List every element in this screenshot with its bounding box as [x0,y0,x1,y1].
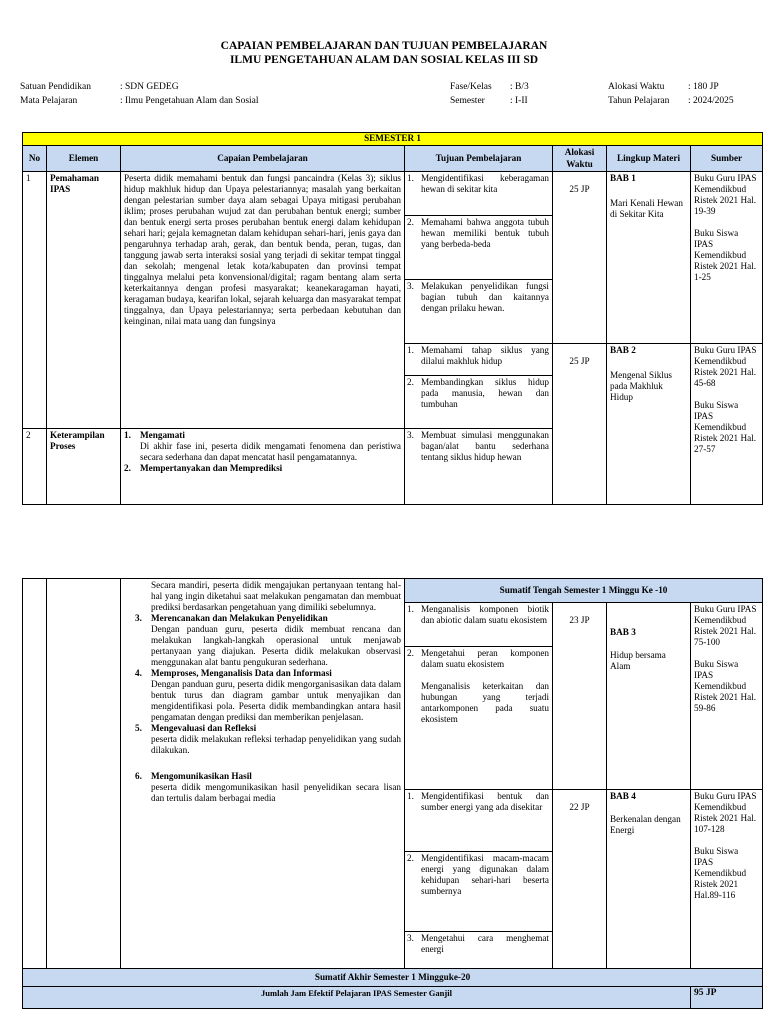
satuan-value: : SDN GEDEG [120,82,179,92]
mapel-value: : Ilmu Pengetahuan Alam dan Sosial [120,96,259,106]
bab3-lingkup [607,603,691,790]
alokasi-value: : 180 JP [688,82,719,92]
row2-capaian-cont [121,579,405,969]
sumatif-tengah: Sumatif Tengah Semester 1 Minggu Ke -10 [405,579,763,603]
tujuan-bab1 [405,172,553,344]
step-heading: 5. Mengevaluasi dan Refleksi [135,723,257,734]
step-description: Secara mandiri, peserta didik mengajukan pertanyaan tentang hal-hal yang ingin diketahui saat melakukan pengamatan dan membuat prediksi berdasarkan pengetahuan yang dimiliki sebelumnya. [151,580,401,613]
header-capaian: Capaian Pembelajaran [121,146,405,172]
cp-table-page2 [22,578,763,1009]
tujuan-bab4 [405,790,553,969]
tujuan-item: 3. Melakukan penyelidikan fungsi bagian tubuh dan kaitannya dengan prilaku hewan. [407,281,549,314]
jumlah-value: 95 JP [691,987,763,1009]
bab4-title: BAB 4 [610,791,636,801]
tujuan-item: 3. Mengetahui cara menghemat energi [407,933,549,955]
bab4-sumber: Buku Guru IPAS Kemendikbud Ristek 2021 Hal. 107-128 Buku Siswa IPAS Kemendikbud Ristek 2021 Hal.89-116 [691,790,763,969]
row1-no: 1 [23,172,47,429]
step-description: Dengan panduan guru, peserta didik membuat rencana dan melakukan langkah-langkah operasional untuk menjawab pertanyaan yang diajukan. Peserta didik melakukan observasi menggunakan alat bantu pengukuran sederhana. [151,624,401,668]
tujuan-item: 1. Memahami tahap siklus yang dilalui makhluk hidup [405,344,552,376]
step-heading: 3. Merencanakan dan Melakukan Penyelidikan [135,613,328,624]
bab2-lingkup [607,344,691,505]
document-subtitle: ILMU PENGETAHUAN ALAM DAN SOSIAL KELAS III SD [229,54,539,66]
header-tujuan: Tujuan Pembelajaran [405,146,553,172]
tujuan-item: 1. Menganalisis komponen biotik dan abiotic dalam suatu ekosistem [405,603,552,647]
jumlah-label: Jumlah Jam Efektif Pelajaran IPAS Semester Ganjil [23,987,691,1009]
alokasi-label: Alokasi Waktu [608,82,665,92]
semester-label: Semester [450,96,485,106]
tujuan-item: 2. Memahami bahwa anggota tubuh hewan memiliki bentuk tubuh yang berbeda-beda [405,216,552,280]
tujuan-item: 3. Membuat simulasi menggunakan bagan/alat bantu sederhana tentang siklus hidup hewan [407,430,549,463]
bab1-lingkup [607,172,691,344]
header-no: No [23,146,47,172]
bab1-judul: Mari Kenali Hewan di Sekitar Kita [610,198,683,220]
step-description: Di akhir fase ini, peserta didik mengamati fenomena dan peristiwa secara sederhana dan dapat mencatat hasil pengamatannya. [140,441,401,463]
satuan-label: Satuan Pendidikan [20,82,91,92]
bab1-sumber: Buku Guru IPAS Kemendikbud Ristek 2021 Hal. 19-39 Buku Siswa IPAS Kemendikbud Ristek 2021 Hal. 1-25 [691,172,763,344]
bab4-lingkup [607,790,691,969]
bab1-jp: 25 JP [553,172,607,344]
tujuan-bab3 [405,603,553,790]
semester-banner: SEMESTER 1 [23,133,763,146]
header-sumber: Sumber [691,146,763,172]
bab2-jp: 25 JP [553,344,607,505]
tahun-value: : 2024/2025 [688,96,734,106]
tujuan-item: 1. Mengidentifikasi bentuk dan sumber energi yang ada disekitar [405,790,552,852]
step-heading: 6. Mengomunikasikan Hasil [135,770,252,781]
row2-no: 2 [23,429,47,505]
header-lingkup: Lingkup Materi [607,146,691,172]
fase-label: Fase/Kelas [450,82,492,92]
row2-elemen-cont [47,579,121,969]
step-description: Dengan panduan guru, peserta didik mengorganisasikan data dalam bentuk turus dan diagram gambar untuk menyajikan dan mengidentifikasi pola. Peserta didik membandingkan antara hasil pengamatan dengan prediksi dan memberikan penjelasan. [151,679,401,723]
tujuan-item: 2. Mengetahui peran komponen dalam suatu ekosistem Menganalisis keterkaitan dan hubungan yang terjadi antarkomponen pada suatu ekosistem [407,648,549,725]
bab3-jp: 23 JP [553,603,607,790]
semester-value: : I-II [510,96,528,106]
bab4-jp: 22 JP [553,790,607,969]
bab3-title: BAB 3 [610,627,636,637]
row2-no-cont [23,579,47,969]
row1-capaian: Peserta didik memahami bentuk dan fungsi pancaindra (Kelas 3); siklus hidup makhluk hidup dan Upaya pelestariannya; masalah yang berkaitan dengan pelestarian sumber daya alam sebagai Upaya mitigasi perubahan iklim; proses perubahan wujud zat dan perubahan bentuk energi; sumber dan bentuk energi serta proses perubahan bentuk energi dalam kehidupan sehari hari; gejala kemagnetan dalam kehidupan sehari-hari, jenis gaya dan pengaruhnya terhadap arah, gerak, dan bentuk benda, peran, tugas, dan tanggung jawab serta interaksi sosial yang terjadi di sekitar tempat tinggal dan sekolah; mengenal letak kota/kabupaten dan provinsi tempat tinggalnya melalui peta konvensional/digital; ragam bentang alam serta keterkaitannya dengan profesi masyarakat; keanekaragaman hayati, keragaman budaya, kearifan lokal, sejarah keluarga dan masyarakat tempat tinggalnya, dan Upaya pelestariannya; serta perbedaan kebutuhan dan keinginan, nilai mata uang dan fungsinya [121,172,405,429]
bab4-judul: Berkenalan dengan Energi [610,814,681,836]
step-description: peserta didik mengomunikasikan hasil penyelidikan secara lisan dan tertulis dalam berbagai media [151,781,401,803]
tujuan-item: 1. Mengidentifikasi keberagaman hewan di sekitar kita [405,172,552,216]
tahun-label: Tahun Pelajaran [608,96,670,106]
bab1-title: BAB 1 [610,173,636,183]
bab2-sumber: Buku Guru IPAS Kemendikbud Ristek 2021 Hal. 45-68 Buku Siswa IPAS Kemendikbud Ristek 2021 Hal. 27-57 [691,344,763,505]
sumatif-akhir: Sumatif Akhir Semester 1 Mingguke-20 [23,969,763,987]
row2-capaian [121,429,405,505]
step-description: peserta didik melakukan refleksi terhadap penyelidikan yang sudah dilakukan. [151,734,401,756]
tujuan-bab2-cont [405,429,553,505]
row2-elemen: Keterampilan Proses [47,429,121,505]
header-elemen: Elemen [47,146,121,172]
bab2-judul: Mengenal Siklus pada Makhluk Hidup [610,370,673,403]
tujuan-item: 2. Mengidentifikasi macam-macam energi yang digunakan dalam kehidupan sehari-hari beserta sumbernya [405,852,552,932]
cp-table-page1 [22,132,763,505]
step-heading: 2. Mempertanyakan dan Memprediksi [124,463,283,474]
document-title: CAPAIAN PEMBELAJARAN DAN TUJUAN PEMBELAJARAN [220,40,548,52]
tujuan-bab2 [405,344,553,429]
bab2-title: BAB 2 [610,345,636,355]
bab3-sumber: Buku Guru IPAS Kemendikbud Ristek 2021 Hal. 75-100 Buku Siswa IPAS Kemendikbud Ristek 2021 Hal. 59-86 [691,603,763,790]
row1-elemen: Pemahaman IPAS [47,172,121,429]
header-alokasi: Alokasi Waktu [553,146,607,172]
step-heading: 4. Memproses, Menganalisis Data dan Informasi [135,668,332,679]
bab3-judul: Hidup bersama Alam [610,650,666,672]
tujuan-item: 2. Membandingkan siklus hidup pada manusia, hewan dan tumbuhan [407,377,549,410]
step-heading: 1. Mengamati [124,430,185,440]
fase-value: : B/3 [510,82,529,92]
mapel-label: Mata Pelajaran [20,96,78,106]
